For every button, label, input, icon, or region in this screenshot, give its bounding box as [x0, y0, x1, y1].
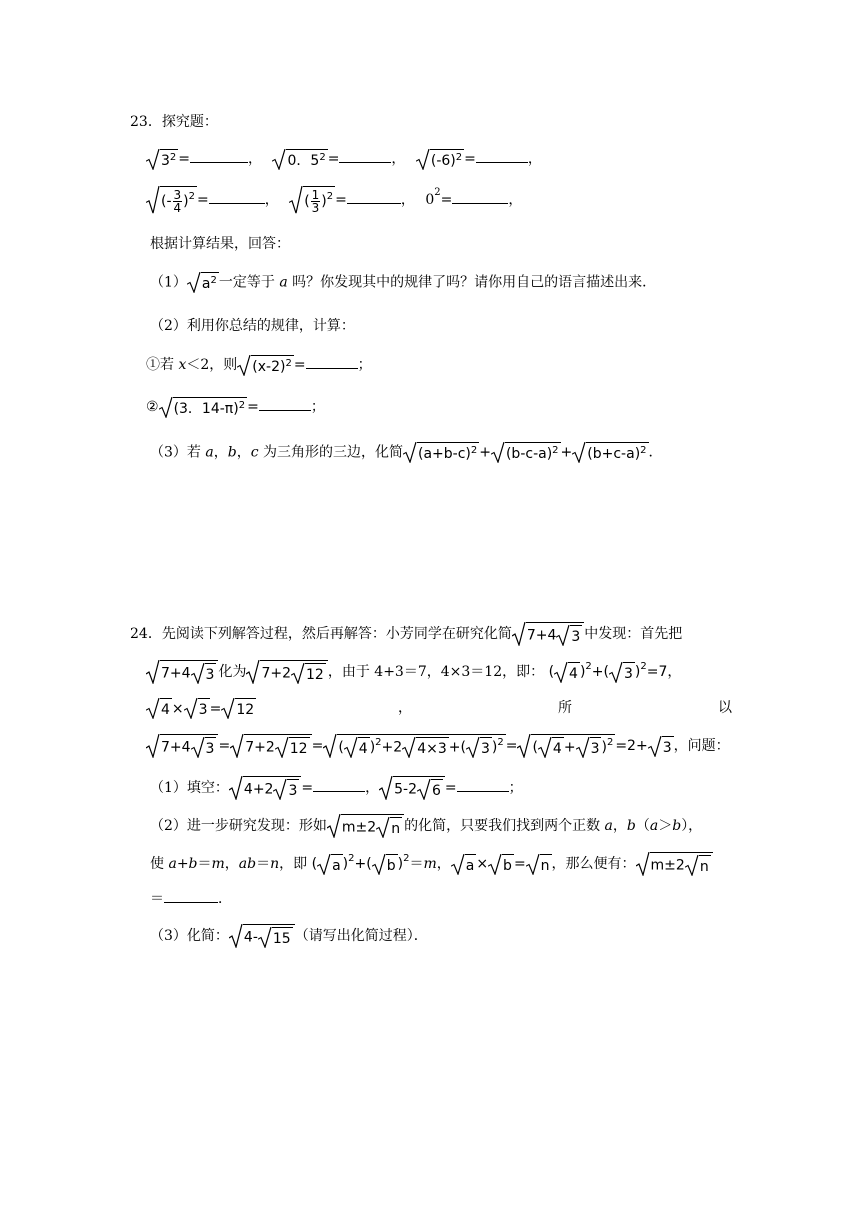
blank-5[interactable]	[347, 189, 401, 204]
q23-row2: (- $\frac{3}{4}$ )$^2$ = ， ( $\frac{1}{3}$ )$^2$ = ， $0^2=$ ，	[146, 186, 522, 214]
q23-row1: $3^2$ = ， 0．$5^2$ = ， $(-6)^2$ = ，	[146, 148, 542, 170]
blank-7[interactable]	[306, 354, 358, 369]
sqrt-a-squared: $a^2$	[187, 272, 219, 293]
blank-3[interactable]	[476, 148, 528, 163]
sqrt-7-plus-4sqrt3: 7+4 3	[512, 622, 584, 646]
sqrt4-sq-plus-sqrt3-sq: ( 4 )$^2$+( 3 )$^2$	[548, 661, 647, 682]
q24-part2-cont: 使 a+b＝m，ab＝n，即 ( a )$^2$+( b )$^2$＝m， a × b = n ，那么便有： m±2 n	[150, 852, 713, 876]
q23-part2: （2）利用你总结的规律，计算：	[150, 318, 355, 334]
sqrt-x-minus-2-squared: $(x-2)^2$	[237, 355, 294, 376]
q24-line3: 4 × 3 = 12 ， 所 以	[146, 698, 732, 719]
sqrt-3.14-minus-pi-squared: (3．14-π)$^2$	[159, 397, 248, 418]
sqrt-neg6-squared: $(-6)^2$	[416, 149, 464, 170]
q24-part3: （3）化简： 4- 15 （请写出化简过程）．	[150, 924, 428, 948]
q24-number: 24．	[130, 626, 162, 642]
q23-heading	[130, 112, 218, 132]
zero-squared: $0^2$	[425, 187, 441, 208]
blank-1[interactable]	[190, 148, 248, 163]
q24-fill: （1）填空： 4+2 3 = ， 5-2 6 = ；	[150, 776, 523, 800]
sqrt-a-plus-b-minus-c: $(a+b-c)^2$	[403, 442, 479, 463]
blank-6[interactable]	[452, 189, 508, 204]
sqrt-0.5-squared: 0．$5^2$	[272, 149, 327, 170]
q24-line4: 7+4 3 = 7+2 12 = ( 4 )$^2$+2 4×3 +( 3 )$^2$ = ( 4 + 3 )$^2$ =2+ 3 ，问题：	[146, 734, 730, 758]
q23-part3: （3）若 a，b，c 为三角形的三边，化简 $(a+b-c)^2$ + $(b-c-a)^2$ + $(b+c-a)^2$ ．	[150, 442, 663, 463]
q24-part2: （2）进一步研究发现：形如 m±2 n 的化简，只要我们找到两个正数 a，b（a＞b），	[150, 814, 702, 838]
blank-4[interactable]	[209, 189, 265, 204]
sqrt-b-minus-c-minus-a: $(b-c-a)^2$	[491, 442, 561, 463]
sqrt-7-plus-2sqrt12: 7+2 12	[246, 660, 327, 684]
q24-line1: 24．先阅读下列解答过程，然后再解答：小芳同学在研究化简 7+4 3 中发现：首先把	[130, 622, 682, 646]
sqrt-one-third-squared: ( $\frac{1}{3}$ )$^2$	[289, 186, 335, 214]
q23-answer-intro: 根据计算结果，回答：	[150, 236, 290, 252]
q23-number: 23．	[130, 114, 162, 130]
blank-2[interactable]	[339, 148, 391, 163]
q23-part1: （1） $a^2$ 一定等于 a 吗？你发现其中的规律了吗？请你用自己的语言描述出来．	[150, 272, 656, 293]
blank-9[interactable]	[313, 777, 365, 792]
q23-title: 探究题：	[161, 114, 218, 130]
q23-case2: ② (3．14-π)$^2$ = ；	[146, 396, 325, 418]
q24-line2: 7+4 3 化为 7+2 12 ，由于 4+3＝7，4×3＝12，即： ( 4 )$^2$+( 3 )$^2$=7，	[146, 660, 681, 684]
sqrt-b-plus-c-minus-a: $(b+c-a)^2$	[572, 442, 648, 463]
sqrt-7-plus-4sqrt3-b: 7+4 3	[146, 660, 218, 684]
blank-8[interactable]	[259, 396, 311, 411]
sqrt-neg-three-quarters-squared: (- $\frac{3}{4}$ )$^2$	[146, 186, 197, 214]
blank-11[interactable]	[164, 888, 218, 903]
blank-10[interactable]	[457, 777, 509, 792]
sqrt-3-squared: $3^2$	[146, 149, 178, 170]
q24-part2-answer: ＝ ．	[150, 888, 232, 909]
q23-case1: ①若 x＜2，则 $(x-2)^2$ = ；	[146, 354, 372, 376]
